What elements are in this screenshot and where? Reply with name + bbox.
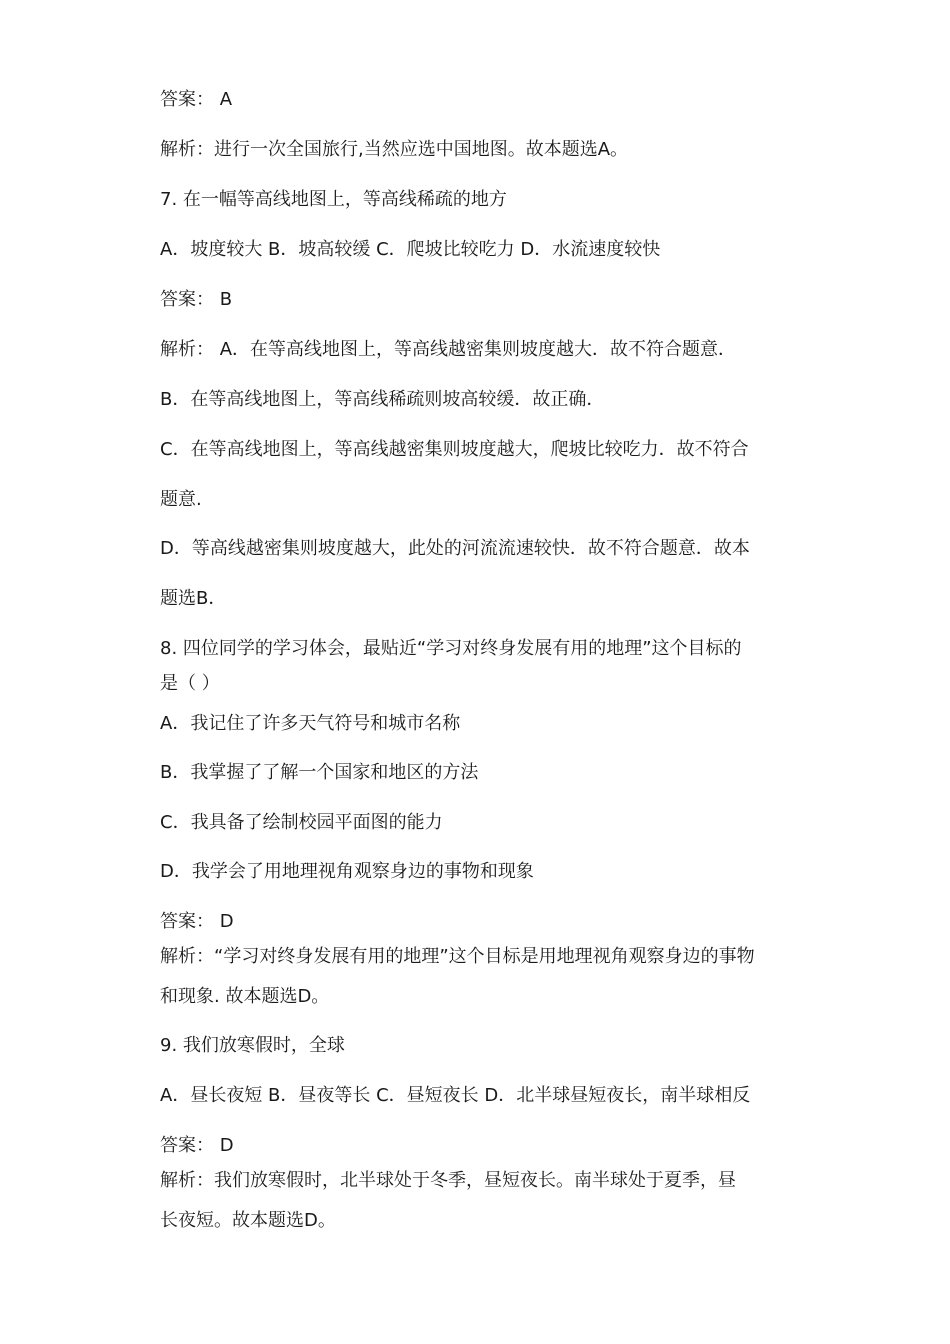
explanation-q8: 解析：“学习对终身发展有用的地理”这个目标是用地理视角观察身边的事物 — [160, 946, 755, 967]
explanation-q7-a: 解析： A．在等高线地图上，等高线越密集则坡度越大．故不符合题意． — [160, 339, 737, 360]
answer-q8: 答案： D — [160, 911, 234, 932]
options-q7: A．坡度较大 B．坡高较缓 C．爬坡比较吃力 D．水流速度较快 — [160, 239, 661, 260]
explanation-q8-cont: 和现象. 故本题选D。 — [160, 986, 330, 1007]
answer-q7: 答案： B — [160, 289, 233, 310]
question-8: 8. 四位同学的学习体会，最贴近“学习对终身发展有用的地理”这个目标的 — [160, 638, 742, 659]
explanation-q7-b: B．在等高线地图上，等高线稀疏则坡高较缓．故正确． — [160, 389, 605, 410]
answer-q9: 答案： D — [160, 1135, 234, 1156]
answer-q6: 答案： A — [160, 89, 233, 110]
option-q8-d: D．我学会了用地理视角观察身边的事物和现象 — [160, 861, 534, 882]
explanation-q9-cont: 长夜短。故本题选D。 — [160, 1210, 336, 1231]
explanation-q7-d: D．等高线越密集则坡度越大，此处的河流流速较快．故不符合题意．故本 — [160, 538, 750, 559]
explanation-q7-c-cont: 题意. — [160, 489, 202, 510]
option-q8-a: A．我记住了许多天气符号和城市名称 — [160, 713, 461, 734]
question-8-cont: 是（ ） — [160, 673, 220, 694]
option-q8-c: C．我具备了绘制校园平面图的能力 — [160, 812, 443, 833]
explanation-q7-c: C．在等高线地图上，等高线越密集则坡度越大，爬坡比较吃力．故不符合 — [160, 439, 749, 460]
question-7: 7. 在一幅等高线地图上，等高线稀疏的地方 — [160, 189, 507, 210]
explanation-q7-d-cont: 题选B． — [160, 588, 227, 609]
option-q8-b: B．我掌握了了解一个国家和地区的方法 — [160, 762, 479, 783]
options-q9: A．昼长夜短 B．昼夜等长 C．昼短夜长 D．北半球昼短夜长，南半球相反 — [160, 1085, 751, 1106]
explanation-q9: 解析：我们放寒假时，北半球处于冬季，昼短夜长。南半球处于夏季，昼 — [160, 1170, 736, 1191]
question-9: 9. 我们放寒假时，全球 — [160, 1035, 345, 1056]
explanation-q6: 解析：进行一次全国旅行,当然应选中国地图。故本题选A。 — [160, 139, 629, 160]
